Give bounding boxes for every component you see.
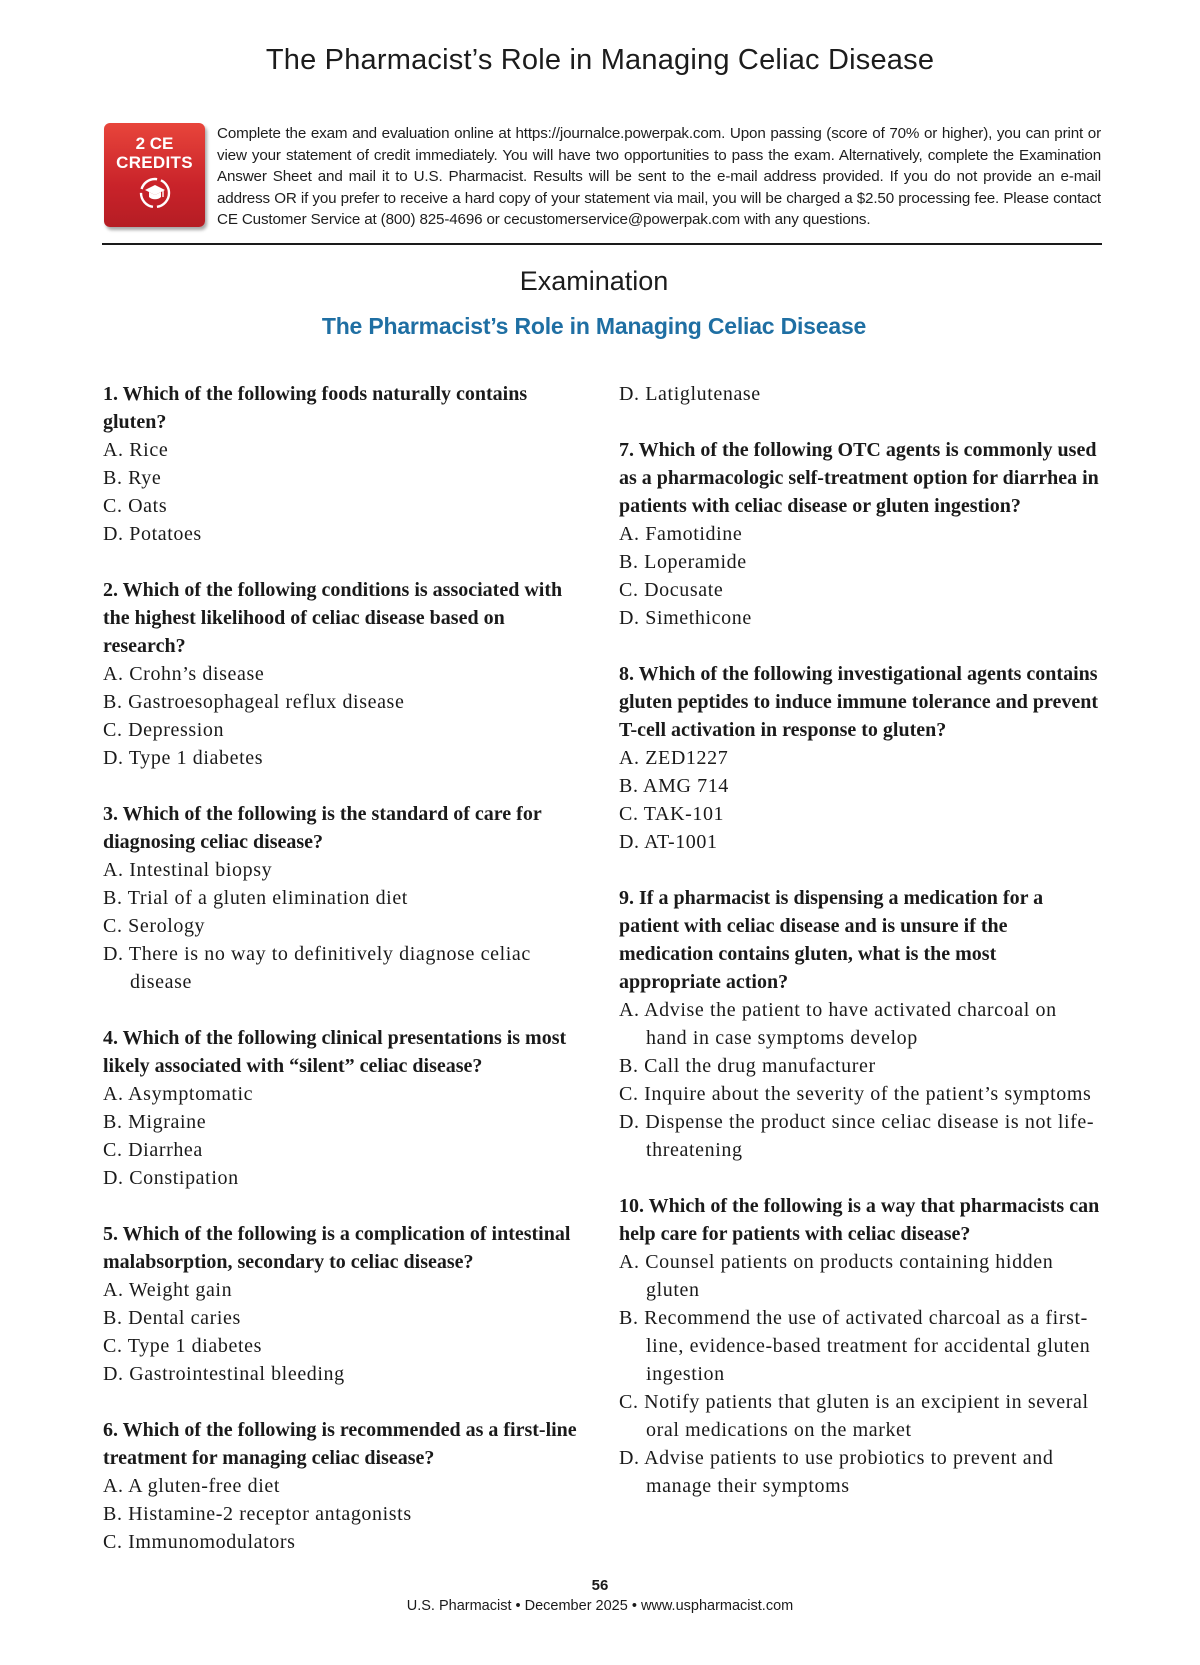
ce-instructions: Complete the exam and evaluation online at https://journalce.powerpak.com. Upon passing (score of 70% or higher), you can print or view your statement of credit immediately. You will have two opportunities to pass the exam. Alternatively, complete the Examination Answer Sheet and mail it to U.S. Pharmacist. Results will be sent to the e-mail address provided. If you do not provide an e-mail address OR if you prefer to receive a hard copy of your statement via mail, you will be charged a $2.50 processing fee. Please contact CE Customer Service at (800) 825-4696 or cecustomerservice@powerpak.com with any questions. [217, 125, 1101, 228]
answer-option: B. Histamine-2 receptor antagonists [103, 1503, 412, 1525]
answer-option: B. Dental caries [103, 1307, 241, 1329]
question-text: 3. Which of the following is the standard of care for diagnosing celiac disease? [103, 803, 542, 853]
question-text: 6. Which of the following is recommended as a first-line treatment for managing celiac disease? [103, 1419, 577, 1469]
right-column [619, 380, 1101, 1528]
answer-option: D. Simethicone [619, 607, 752, 629]
exam-heading: Examination [519, 266, 669, 296]
answer-option: C. Diarrhea [103, 1139, 203, 1161]
question-text: 4. Which of the following clinical presentations is most likely associated with “silent” celiac disease? [103, 1027, 567, 1077]
answer-option: C. Inquire about the severity of the patient’s symptoms [619, 1083, 1092, 1105]
question-3 [103, 800, 585, 996]
answer-option: C. TAK-101 [619, 803, 725, 825]
question-text: 10. Which of the following is a way that pharmacists can help care for patients with celiac disease? [619, 1195, 1100, 1245]
answer-option: B. Loperamide [619, 551, 747, 573]
question-8 [619, 660, 1101, 856]
question-5 [103, 1220, 585, 1388]
answer-option: D. AT-1001 [619, 831, 718, 853]
answer-option: B. Recommend the use of activated charcoal as a first-line, evidence-based treatment for accidental gluten ingestion [619, 1307, 1091, 1385]
answer-option: A. Intestinal biopsy [103, 859, 273, 881]
page-title: The Pharmacist’s Role in Managing Celiac Disease [265, 44, 935, 76]
question-text: 2. Which of the following conditions is associated with the highest likelihood of celiac disease based on research? [103, 579, 563, 657]
question-text: 1. Which of the following foods naturally contains gluten? [103, 383, 528, 433]
answer-option: A. Famotidine [619, 523, 743, 545]
answer-option: B. Call the drug manufacturer [619, 1055, 876, 1077]
answer-option: A. A gluten-free diet [103, 1475, 280, 1497]
ce-credits-badge [104, 123, 205, 227]
question-6 [103, 1416, 585, 1556]
question-7 [619, 436, 1101, 632]
question-4 [103, 1024, 585, 1192]
answer-option: A. Asymptomatic [103, 1083, 254, 1105]
left-column [103, 380, 585, 1584]
page-number: 56 [591, 1577, 609, 1594]
answer-option: A. Advise the patient to have activated charcoal on hand in case symptoms develop [619, 999, 1057, 1049]
answer-option: D. Type 1 diabetes [103, 747, 264, 769]
question-1 [103, 380, 585, 548]
answer-option: D. Gastrointestinal bleeding [103, 1363, 345, 1385]
answer-option: C. Depression [103, 719, 225, 741]
answer-option: C. Immunomodulators [103, 1531, 296, 1553]
question-text: 9. If a pharmacist is dispensing a medication for a patient with celiac disease and is unsure if the medication contains gluten, what is the most appropriate action? [619, 887, 1044, 993]
answer-option: B. Migraine [103, 1111, 207, 1133]
section-divider [102, 243, 1102, 245]
answer-option: A. ZED1227 [619, 747, 729, 769]
question-text: 5. Which of the following is a complication of intestinal malabsorption, secondary to celiac disease? [103, 1223, 571, 1273]
answer-option: A. Rice [103, 439, 169, 461]
answer-option: D. Potatoes [103, 523, 202, 545]
answer-option: D. Latiglutenase [619, 383, 761, 405]
answer-option: A. Weight gain [103, 1279, 233, 1301]
answer-option: C. Notify patients that gluten is an excipient in several oral medications on the market [619, 1391, 1089, 1441]
answer-option: A. Crohn’s disease [103, 663, 265, 685]
badge-line-1: 2 CE [135, 134, 174, 153]
answer-option: B. Gastroesophageal reflux disease [103, 691, 405, 713]
question-6-continued [619, 380, 1101, 408]
question-text: 8. Which of the following investigational agents contains gluten peptides to induce immune tolerance and prevent T-cell activation in response to gluten? [619, 663, 1099, 741]
question-10 [619, 1192, 1101, 1500]
question-text: 7. Which of the following OTC agents is commonly used as a pharmacologic self-treatment option for diarrhea in patients with celiac disease or gluten ingestion? [619, 439, 1099, 517]
answer-option: B. Rye [103, 467, 162, 489]
answer-option: A. Counsel patients on products containing hidden gluten [619, 1251, 1054, 1301]
badge-line-2: CREDITS [116, 153, 193, 172]
publication-footer: U.S. Pharmacist • December 2025 • www.uspharmacist.com [406, 1598, 794, 1614]
answer-option: D. There is no way to definitively diagnose celiac disease [103, 943, 531, 993]
answer-option: C. Type 1 diabetes [103, 1335, 263, 1357]
exam-subtitle: The Pharmacist’s Role in Managing Celiac Disease [321, 313, 867, 339]
answer-option: B. Trial of a gluten elimination diet [103, 887, 408, 909]
answer-option: C. Oats [103, 495, 168, 517]
question-2 [103, 576, 585, 772]
answer-option: B. AMG 714 [619, 775, 729, 797]
answer-option: C. Serology [103, 915, 206, 937]
graduation-cap-icon [138, 176, 172, 210]
answer-option: D. Advise patients to use probiotics to prevent and manage their symptoms [619, 1447, 1054, 1497]
answer-option: C. Docusate [619, 579, 724, 601]
question-9 [619, 884, 1101, 1164]
answer-option: D. Dispense the product since celiac disease is not life-threatening [619, 1111, 1095, 1161]
answer-option: D. Constipation [103, 1167, 239, 1189]
